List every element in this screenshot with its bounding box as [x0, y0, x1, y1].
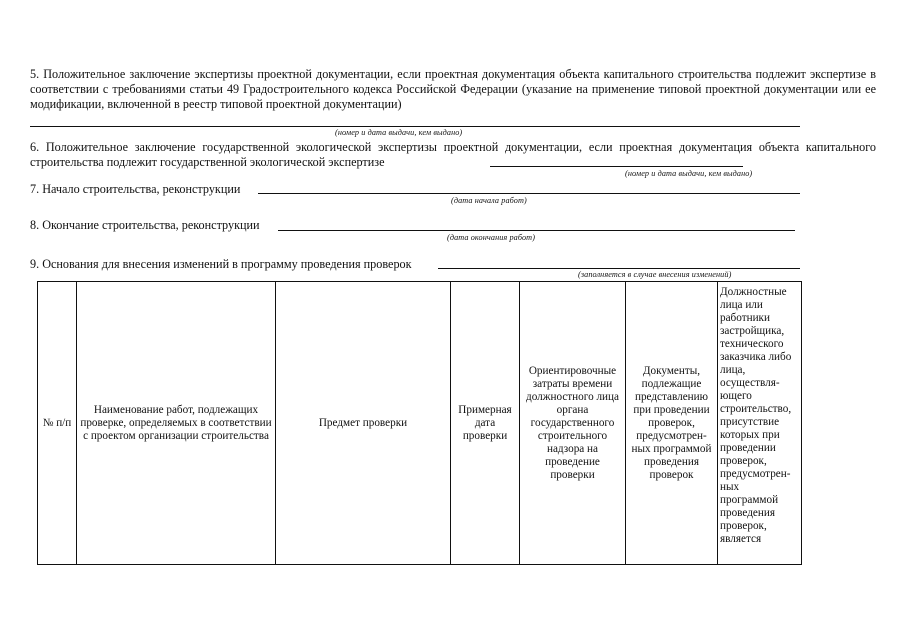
header-subject: Предмет проверки [276, 282, 451, 565]
table-header-row [38, 282, 802, 565]
item-7-hint: (дата начала работ) [451, 196, 527, 205]
inspection-program-table [37, 281, 802, 565]
item-5-text: 5. Положительное заключение экспертизы проектной документации, если проектная документация объекта капитального строительства подлежит экспертизе в соответствии с требованиями статьи 49 Градостроительного кодекса Российской Федерации (указание на применение типовой проектной документации или ее модификации, включенной в реестр типовой проектной документации) [30, 67, 876, 111]
item-5-hint: (номер и дата выдачи, кем выдано) [335, 128, 463, 137]
item-7-label: 7. Начало строительства, реконструкции [30, 182, 241, 196]
header-time-cost: Ориентировочные затраты времени должностного лица органа государственного строительного надзора на проведение проверки [520, 282, 626, 565]
header-work-name: Наименование работ, подлежащих проверке, определяемых в соответствии с проектом организации строительства [77, 282, 276, 565]
item-7-field[interactable] [258, 193, 800, 194]
item-8-field[interactable] [278, 230, 795, 231]
item-5-field[interactable] [30, 126, 800, 127]
item-6-hint: (номер и дата выдачи, кем выдано) [625, 169, 753, 178]
header-date: Примерная дата проверки [451, 282, 520, 565]
header-responsible-persons: Должностные лица или работники застройщика, технического заказчика либо лица, осуществля-ющего строительство, присутствие которых при проведении проверок, предусмотрен-ных программой проведения проверок, является [718, 282, 802, 565]
item-8-hint: (дата окончания работ) [447, 233, 536, 242]
item-6-text: 6. Положительное заключение государственной экологической экспертизы проектной документации, если проектная документация объекта капитального строительства подлежит государственной экологической экспертизе [30, 140, 876, 169]
header-number: № п/п [38, 282, 77, 565]
item-9-field[interactable] [438, 268, 800, 269]
item-8-label: 8. Окончание строительства, реконструкции [30, 218, 260, 232]
item-9-label: 9. Основания для внесения изменений в программу проведения проверок [30, 257, 412, 271]
header-documents: Документы, подлежащие представлению при проведении проверок, предусмотрен-ных программой проведения проверок [626, 282, 718, 565]
item-6-field[interactable] [490, 166, 743, 167]
item-9-hint: (заполняется в случае внесения изменений) [578, 270, 732, 279]
